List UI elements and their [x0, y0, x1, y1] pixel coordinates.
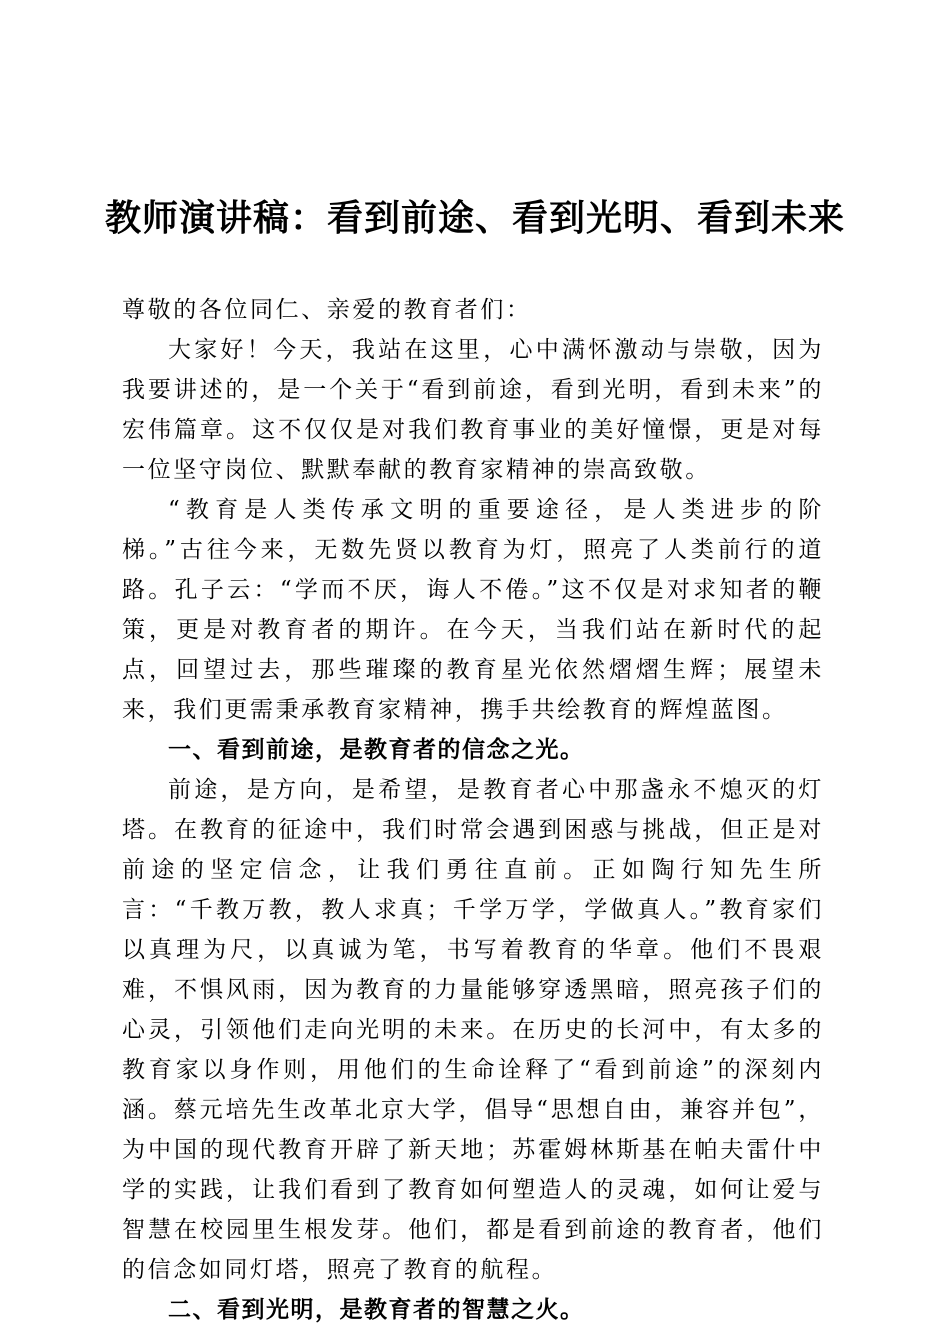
paragraph-education-quote: “教育是人类传承文明的重要途径，是人类进步的阶梯。”古往今来，无数先贤以教育为灯，照亮了人类前行的道路。孔子云：“学而不厌，诲人不倦。”这不仅是对求知者的鞭策，更是对教育者的期许。在今天，当我们站在新时代的起点，回望过去，那些璀璨的教育星光依然熠熠生辉；展望未来，我们更需秉承教育家精神，携手共绘教育的辉煌蓝图。	[122, 497, 824, 723]
document-title: 教师演讲稿：看到前途、看到光明、看到未来	[104, 197, 845, 239]
document-body	[122, 290, 824, 1330]
salutation: 尊敬的各位同仁、亲爱的教育者们：	[122, 297, 532, 323]
paragraph-section-1: 前途，是方向，是希望，是教育者心中那盏永不熄灭的灯塔。在教育的征途中，我们时常会遇到困惑与挑战，但正是对前途的坚定信念，让我们勇往直前。正如陶行知先生所言：“千教万教，教人求真；千学万学，学做真人。”教育家们以真理为尺，以真诚为笔，书写着教育的华章。他们不畏艰难，不惧风雨，因为教育的力量能够穿透黑暗，照亮孩子们的心灵，引领他们走向光明的未来。在历史的长河中，有太多的教育家以身作则，用他们的生命诠释了“看到前途”的深刻内涵。蔡元培先生改革北京大学，倡导“思想自由，兼容并包”，为中国的现代教育开辟了新天地；苏霍姆林斯基在帕夫雷什中学的实践，让我们看到了教育如何塑造人的灵魂，如何让爱与智慧在校园里生根发芽。他们，都是看到前途的教育者，他们的信念如同灯塔，照亮了教育的航程。	[122, 777, 824, 1283]
section-heading-2: 二、看到光明，是教育者的智慧之火。	[168, 1297, 585, 1323]
section-heading-1: 一、看到前途，是教育者的信念之光。	[168, 737, 585, 763]
paragraph-greeting: 大家好！今天，我站在这里，心中满怀激动与崇敬，因为我要讲述的，是一个关于“看到前途，看到光明，看到未来”的宏伟篇章。这不仅仅是对我们教育事业的美好憧憬，更是对每一位坚守岗位、默默奉献的教育家精神的崇高致敬。	[122, 337, 824, 483]
